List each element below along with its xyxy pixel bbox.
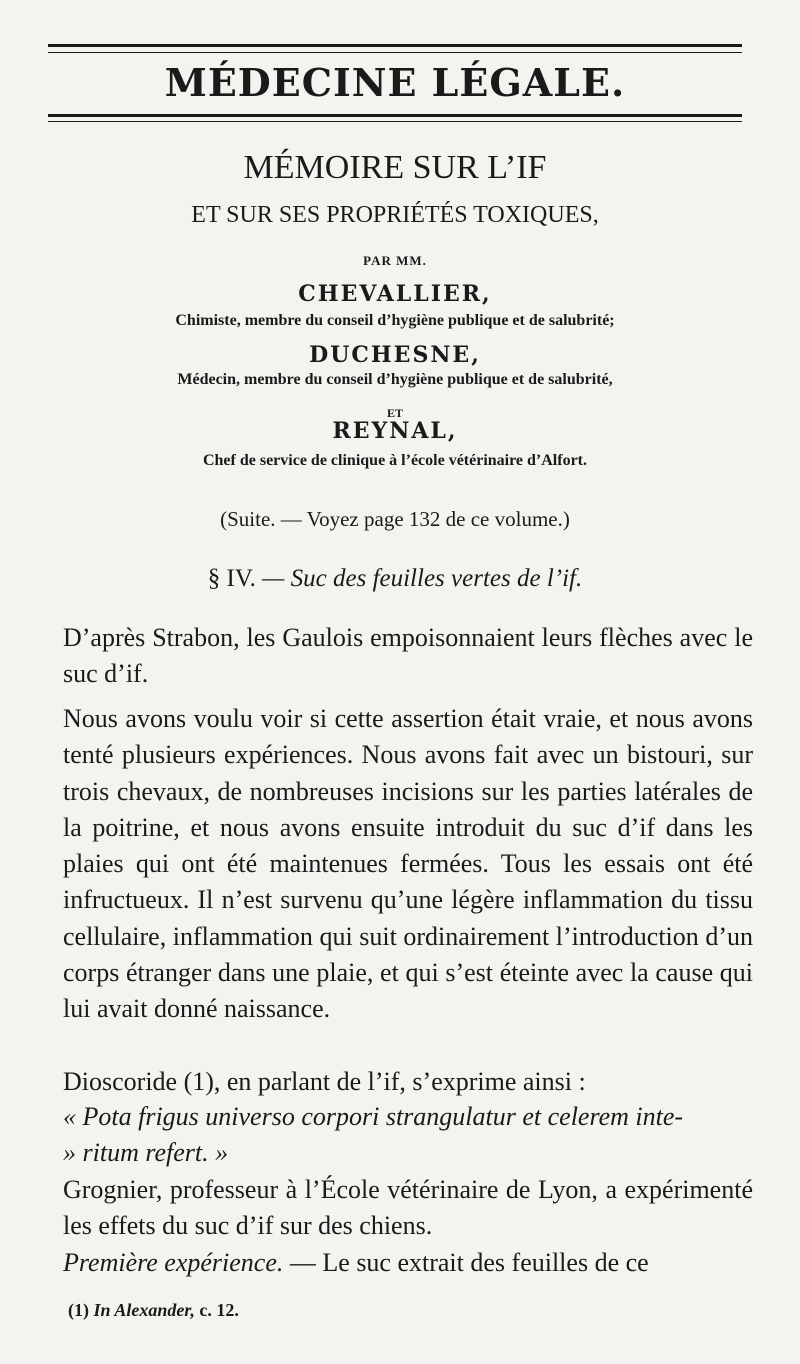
footnote-ref: c. 12. — [199, 1300, 239, 1320]
paragraph-2 — [63, 701, 753, 1028]
footnote-text: In Alexander, — [93, 1300, 195, 1320]
section-title: MÉDECINE LÉGALE. — [164, 60, 626, 105]
footnote — [68, 1300, 239, 1321]
paragraph-text: Grognier, professeur à l’École vétérinaire de Lyon, a expérimenté les effets du suc d’if sur des chiens. — [63, 1175, 753, 1241]
author-name-chevallier: CHEVALLIER, — [298, 281, 492, 307]
section-heading-title: — Suc des feuilles vertes de l’if. — [262, 565, 583, 592]
latin-quote-line-2: » ritum refert. » — [63, 1138, 229, 1168]
paragraph-3 — [63, 1064, 753, 1100]
experiment-text: — Le suc extrait des feuilles de ce — [283, 1248, 649, 1277]
latin-quote-line-1: « Pota frigus universo corpori strangulatur et celerem inte- — [63, 1102, 684, 1131]
paragraph-6 — [63, 1245, 753, 1281]
experiment-lead: Première expérience. — [63, 1248, 284, 1277]
suite-note: (Suite. — Voyez page 132 de ce volume.) — [220, 507, 570, 531]
paragraph-1 — [63, 620, 753, 693]
section-number: § IV. — [207, 565, 256, 592]
par-label: PAR MM. — [363, 253, 427, 268]
footnote-marker: (1) — [68, 1300, 89, 1320]
latin-quote — [63, 1099, 753, 1172]
paragraph-text — [63, 1245, 753, 1281]
memoire-subtitle: ET SUR SES PROPRIÉTÉS TOXIQUES, — [191, 202, 599, 228]
title-rule-thick — [48, 114, 742, 117]
paragraph-text: D’après Strabon, les Gaulois empoisonnaient leurs flèches avec le suc d’if. — [63, 623, 753, 689]
et-label: ET — [386, 406, 403, 420]
top-rule-thin — [48, 52, 742, 53]
title-rule-thin — [48, 121, 742, 122]
top-rule-thick — [48, 44, 742, 47]
author-role-duchesne: Médecin, membre du conseil d’hygiène publique et de salubrité, — [177, 371, 613, 388]
author-name-reynal: REYNAL, — [332, 418, 458, 444]
paragraph-text: Nous avons voulu voir si cette assertion était vraie, et nous avons tenté plusieurs expériences. Nous avons fait avec un bistouri, sur trois chevaux, de nombreuses incisions sur les parties latérales de la poitrine, et nous avons ensuite introduit du suc d’if dans les plaies qui ont été maintenues fermées. Tous les essais ont été infructueux. Il n’est survenu qu’une légère inflammation du tissu cellulaire, inflammation qui suit ordinairement l’introduction d’un corps étranger dans une plaie, et qui s’est éteinte avec la cause qui lui avait donné naissance. — [63, 704, 753, 1024]
author-role-reynal: Chef de service de clinique à l’école vétérinaire d’Alfort. — [202, 452, 588, 469]
memoire-title: MÉMOIRE SUR L’IF — [243, 149, 547, 186]
paragraph-5 — [63, 1172, 753, 1245]
author-role-chevallier: Chimiste, membre du conseil d’hygiène publique et de salubrité; — [175, 312, 615, 329]
section-heading — [0, 565, 790, 593]
paragraph-text: Dioscoride (1), en parlant de l’if, s’exprime ainsi : — [63, 1067, 586, 1096]
author-name-duchesne: DUCHESNE, — [309, 342, 481, 368]
